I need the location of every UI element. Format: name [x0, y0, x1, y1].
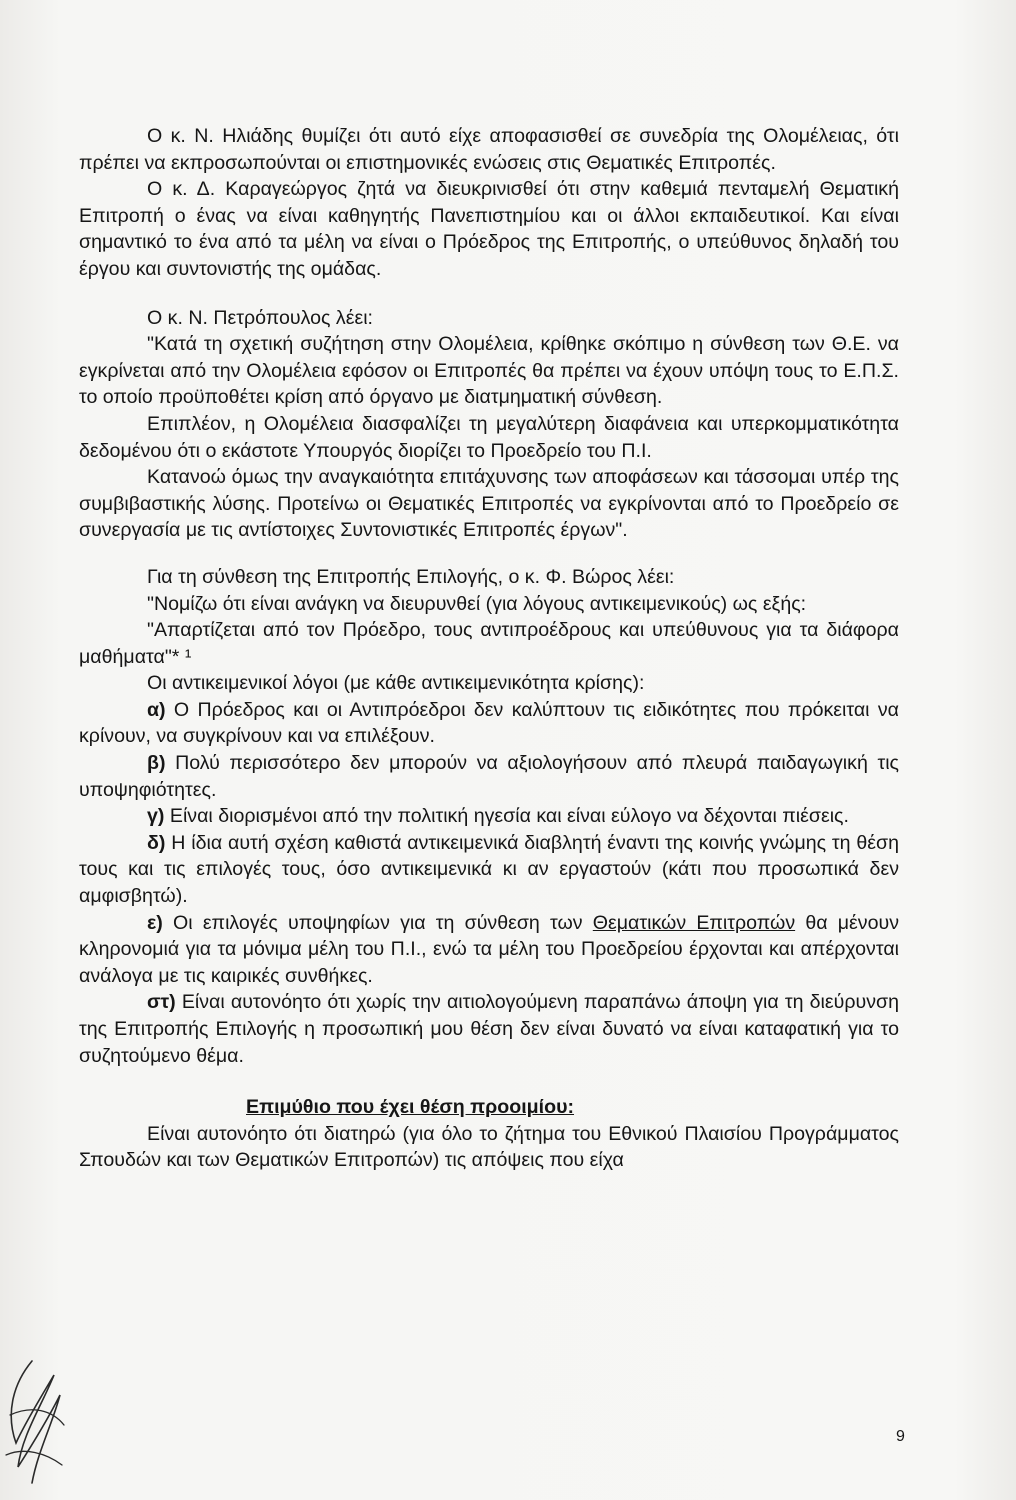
paragraph-objective-reasons: Οι αντικειμενικοί λόγοι (με κάθε αντικειμενικότητα κρίσης): [147, 672, 645, 695]
reason-text-continued: θα μένουν κληρονομιά για τα μόνιμα μέλη του Π.Ι., ενώ τα μέλη του Προεδρείου έρχονται και απέρχονται ανάλογα με τις καιρικές συνθήκες. [79, 911, 899, 987]
reason-text: Ο Πρόεδρος και οι Αντιπρόεδροι δεν καλύπτουν τις ειδικότητες που πρόκειται να κρίνουν, να συγκρίνουν και να επιλέξουν. [79, 698, 899, 748]
paragraph-voros-quote: "Νομίζω ότι είναι ανάγκη να διευρυνθεί (για λόγους αντικειμενικούς) ως εξής: [147, 592, 807, 615]
reason-label: δ) [147, 831, 166, 854]
reason-text: Η ίδια αυτή σχέση καθιστά αντικειμενικά διαβλητή έναντι της κοινής γνώμης τη θέση τους και τις επιλογές τους, όσο αντικειμενικά κι αν εργαστούν (κάτι που προσωπικά δεν αμφισβητώ). [79, 831, 899, 908]
paragraph-committee-composition: "Απαρτίζεται από τον Πρόεδρο, τους αντιπροέδρους και υπεύθυνους για τα διάφορα μαθήματα"* ¹ [79, 619, 899, 668]
reason-label: β) [147, 752, 166, 775]
reason-label: ε) [147, 911, 163, 934]
body-text [79, 123, 899, 1174]
paragraph-voros-intro: Για τη σύνθεση της Επιτροπής Επιλογής, ο κ. Φ. Βώρος λέει: [147, 565, 675, 588]
reason-label: στ) [147, 991, 176, 1014]
reason-text: Είναι αυτονόητο ότι χωρίς την αιτιολογούμενη παραπάνω άποψη για τη διεύρυνση της Επιτροπής Επιλογής η προσωπική μου θέση δεν είναι δυνατό να είναι καταφατική για το συζητούμενο θέμα. [79, 991, 899, 1067]
epilogue-heading: Επιμύθιο που έχει θέση προοιμίου: [246, 1096, 575, 1119]
paragraph-iliadis: Ο κ. Ν. Ηλιάδης θυμίζει ότι αυτό είχε αποφασισθεί σε συνεδρία της Ολομέλειας, ότι πρέπει να εκπροσωπούνται οι επιστημονικές ενώσεις στις Θεματικές Επιτροπές. [79, 125, 899, 174]
reason-label: γ) [147, 805, 165, 828]
reason-text: Οι επιλογές υποψηφίων για τη σύνθεση των [162, 911, 593, 934]
underlined-term: Θεματικών Επιτροπών [592, 911, 796, 934]
reason-gamma [79, 803, 899, 830]
reason-delta [79, 830, 899, 910]
reason-alpha [79, 697, 899, 750]
epilogue-text: Είναι αυτονόητο ότι διατηρώ (για όλο το ζήτημα του Εθνικού Πλαισίου Προγράμματος Σπουδών και των Θεματικών Επιτροπών) τις απόψεις που είχα [79, 1122, 899, 1172]
paragraph-petropoulos-quote-3: Κατανοώ όμως την αναγκαιότητα επιτάχυνσης των αποφάσεων και τάσσομαι υπέρ της συμβιβαστικής λύσης. Προτείνω οι Θεματικές Επιτροπές να εγκρίνονται από το Προεδρείο σε συνεργασία με τις αντίστοιχες Συντονιστικές Επιτροπές έργων". [79, 466, 899, 542]
paragraph-karageorgos: Ο κ. Δ. Καραγεώργος ζητά να διευκρινισθεί ότι στην καθεμιά πενταμελή Θεματική Επιτροπή ο ένας να είναι καθηγητής Πανεπιστημίου και οι άλλοι εκπαιδευτικοί. Και είναι σημαντικό το ένα από τα μέλη να είναι ο Πρόεδρος της Επιτροπής, ο υπεύθυνος δηλαδή του έργου και συντονιστής της ομάδας. [79, 178, 899, 280]
reason-st [79, 989, 899, 1069]
handwritten-signature [2, 1355, 72, 1490]
reason-text: Πολύ περισσότερο δεν μπορούν να αξιολογήσουν από πλευρά παιδαγωγική τις υποψηφιότητες. [79, 752, 899, 801]
reason-epsilon [79, 910, 899, 990]
reason-label: α) [147, 698, 166, 721]
reason-beta [79, 750, 899, 803]
paragraph-petropoulos-quote-2: Επιπλέον, η Ολομέλεια διασφαλίζει τη μεγαλύτερη διαφάνεια και υπερκομματικότητα δεδομένου ότι ο εκάστοτε Υπουργός διορίζει το Προεδρείο του Π.Ι. [79, 412, 899, 462]
paragraph-petropoulos-quote-1: "Κατά τη σχετική συζήτηση στην Ολομέλεια, κρίθηκε σκόπιμο η σύνθεση των Θ.Ε. να εγκρίνεται από την Ολομέλεια εφόσον οι Επιτροπές θα πρέπει να έχουν υπόψη τους το Ε.Π.Σ. το οποίο προϋποθέτει κρίση από όργανο με διατμηματική σύνθεση. [79, 333, 899, 409]
reason-text: Είναι διορισμένοι από την πολιτική ηγεσία και είναι εύλογο να δέχονται πιέσεις. [164, 805, 849, 828]
paragraph-petropoulos-intro: Ο κ. Ν. Πετρόπουλος λέει: [147, 306, 373, 329]
page-number: 9 [896, 1428, 905, 1445]
